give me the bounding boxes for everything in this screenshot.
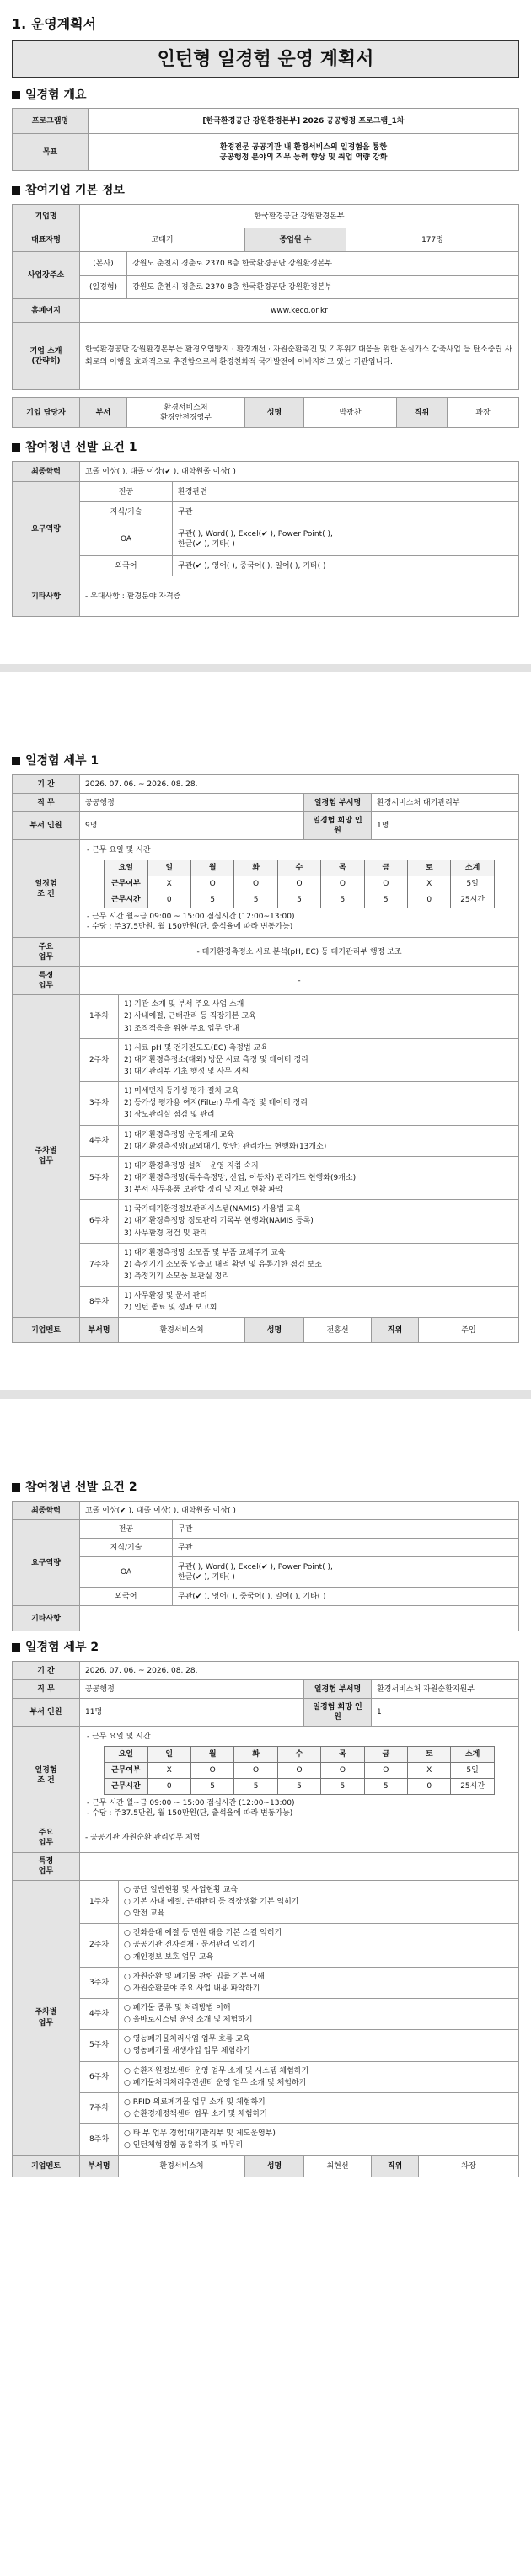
mentor-dept-label: 부서명 <box>80 2156 119 2177</box>
schedule-cell: 근무여부 <box>105 876 148 892</box>
schedule-cell: 5 <box>364 892 407 908</box>
schedule-cell: 근무시간 <box>105 1778 148 1794</box>
schedule-cell: O <box>321 876 364 892</box>
week-task-item: 2) 인턴 종료 및 성과 보고회 <box>124 1304 217 1313</box>
mentor-name-value: 전홍선 <box>304 1318 372 1343</box>
week-tasks <box>119 1082 519 1125</box>
education-label: 최종학력 <box>13 462 80 482</box>
work-schedule-table <box>104 1746 495 1795</box>
week-task-item: 2) 등가성 평가용 여지(Filter) 무게 측정 및 데이터 정리 <box>124 1099 308 1108</box>
overview-table <box>12 108 519 171</box>
contact-name-label: 성명 <box>245 398 304 428</box>
language-value: 무관(✔ ), 영어( ), 중국어( ), 일어( ), 기타( ) <box>173 1588 519 1606</box>
schedule-header-cell: 토 <box>408 860 451 876</box>
address-work-value: 강원도 춘천시 경춘로 2370 8층 한국환경공단 강원환경본부 <box>127 276 519 299</box>
schedule-header-cell: 수 <box>277 860 320 876</box>
overview-heading: 일경험 개요 <box>12 88 519 104</box>
oa-value: 무관( ), Word( ), Excel(✔ ), Power Point( ), 한글(✔ ), 기타( ) <box>173 522 519 556</box>
week-number: 4주차 <box>80 1125 119 1156</box>
week-number: 2주차 <box>80 1924 119 1967</box>
week-task-item: 1) 사무환경 및 문서 관리 <box>124 1292 207 1301</box>
period-label: 기 간 <box>13 775 80 794</box>
week-row <box>13 2092 519 2123</box>
week-tasks <box>119 1924 519 1967</box>
week-task-item: 3) 부서 사무용품 보관함 정리 및 재고 현황 파악 <box>124 1186 283 1195</box>
week-tasks <box>119 2124 519 2156</box>
unit-value: 환경서비스처 대기관리부 <box>372 794 519 812</box>
detail2-table <box>12 1661 519 2177</box>
skill-value: 무관 <box>173 1539 519 1557</box>
schedule-cell: 25시간 <box>451 1778 494 1794</box>
schedule-cell: X <box>408 876 451 892</box>
week-tasks <box>119 1038 519 1081</box>
staff-label: 부서 인원 <box>13 812 80 840</box>
req1-table <box>12 461 519 617</box>
staff-value: 9명 <box>80 812 304 840</box>
week-tasks <box>119 1880 519 1923</box>
website-value[interactable]: www.keco.or.kr <box>80 299 519 323</box>
contact-position-value: 과장 <box>448 398 519 428</box>
week-task-item: 3) 사무환경 점검 및 관리 <box>124 1229 207 1238</box>
schedule-header-cell: 일 <box>148 860 190 876</box>
req1-heading: 참여청년 선발 요건 1 <box>12 440 519 456</box>
major-value: 무관 <box>173 1520 519 1539</box>
week-task-item: ○ 타 부 업무 경험(대기관리부 및 제도운영부) <box>124 2129 276 2139</box>
week-number: 7주차 <box>80 2092 119 2123</box>
job-label: 직 무 <box>13 1680 80 1699</box>
intro-label: 기업 소개 (간략히) <box>13 323 80 390</box>
week-task-item: ○ 전화응대 예절 등 민원 대응 기본 스킬 익히기 <box>124 1929 282 1938</box>
week-task-item: ○ 순환자원정보센터 운영 업무 소개 및 시스템 체험하기 <box>124 2066 309 2075</box>
schedule-cell: 5 <box>234 1778 277 1794</box>
mentor-label: 기업멘토 <box>13 1318 80 1343</box>
week-row <box>13 995 519 1038</box>
goal-value: 환경전문 공공기관 내 환경서비스의 일경험을 통한 공공행정 분야의 직무 능력 향상 및 취업 역량 강화 <box>88 134 519 171</box>
week-tasks <box>119 2030 519 2061</box>
special-task-label: 특정 업무 <box>13 1852 80 1880</box>
schedule-header-cell: 화 <box>234 860 277 876</box>
condition-label: 일경험 조 건 <box>13 840 80 938</box>
schedule-cell: 5 <box>321 1778 364 1794</box>
week-number: 6주차 <box>80 2061 119 2092</box>
weekly-tasks-label: 주차별 업무 <box>13 995 80 1318</box>
week-number: 8주차 <box>80 1287 119 1318</box>
schedule-cell: 0 <box>408 892 451 908</box>
week-task-item: 2) 대기환경측정망(특수측정망, 산업, 이동차) 관리카드 현행화(9개소) <box>124 1173 357 1182</box>
contact-name-value: 박광찬 <box>304 398 397 428</box>
week-number: 3주차 <box>80 1082 119 1125</box>
skill-label: 지식/기술 <box>80 502 173 522</box>
schedule-cell: 5 <box>234 892 277 908</box>
schedule-cell: 근무시간 <box>105 892 148 908</box>
job-label: 직 무 <box>13 794 80 812</box>
week-number: 8주차 <box>80 2124 119 2156</box>
week-number: 5주차 <box>80 1156 119 1199</box>
special-task-label: 특정 업무 <box>13 967 80 995</box>
company-heading: 참여기업 기본 정보 <box>12 183 519 199</box>
schedule-cell: 5 <box>321 892 364 908</box>
week-task-item: ○ 영농폐기물 재생사업 업무 체험하기 <box>124 2047 250 2056</box>
condition-value: - 근무 요일 및 시간 요일 일 월 화 수 목 금 토 소계 근무여부 X O O O O O X 5일 근무시간 0 5 5 5 5 5 0 25시간 - 근무 시간 월~금 09:00 ~ 15:00 점심시간 (12:00~13:00) - 수당 : 주37.5만원, 월 150만원(단, 출석율에 따라 변동가능) <box>80 840 519 938</box>
week-tasks <box>119 2061 519 2092</box>
job-value: 공공행정 <box>80 1680 304 1699</box>
main-task-value: - 대기환경측정소 시료 분석(pH, EC) 등 대기관리부 행정 보조 <box>80 938 519 967</box>
schedule-header-cell: 요일 <box>105 860 148 876</box>
schedule-cell: 5 <box>190 1778 233 1794</box>
main-task-value: - 공공기관 자원순환 관리업무 체험 <box>80 1824 519 1852</box>
week-tasks <box>119 1998 519 2029</box>
period-value: 2026. 07. 06. ~ 2026. 08. 28. <box>80 1662 519 1680</box>
schedule-cell: 25시간 <box>451 892 494 908</box>
week-task-item: ○ 기본 사내 예절, 근태관리 등 직장생활 기본 익히기 <box>124 1897 299 1906</box>
ceo-label: 대표자명 <box>13 228 80 252</box>
week-task-item: 2) 사내예절, 근태관리 등 직장기본 교육 <box>124 1012 256 1021</box>
detail2-heading: 일경험 세부 2 <box>12 1640 519 1656</box>
education-label: 최종학력 <box>13 1502 80 1520</box>
employee-label: 종업원 수 <box>245 228 346 252</box>
week-row <box>13 1880 519 1923</box>
education-value: 고졸 이상(✔ ), 대졸 이상( ), 대학원졸 이상( ) <box>80 1502 519 1520</box>
language-label: 외국어 <box>80 1588 173 1606</box>
intro-value: 한국환경공단 강원환경본부는 환경오염방지 · 환경개선 · 자원순환촉진 및 기후위기대응을 위한 온실가스 감축사업 등 탄소중립 사회로의 이행을 효과적으로 추진함으로써 환경친화적 국가발전에 이바지하고 있는 기관입니다. <box>80 323 519 390</box>
page-break <box>12 617 519 743</box>
week-task-item: 1) 국가대기환경정보관리시스템(NAMIS) 사용법 교육 <box>124 1205 302 1214</box>
week-task-item: 1) 시료 pH 및 전기전도도(EC) 측정법 교육 <box>124 1043 268 1052</box>
language-label: 외국어 <box>80 556 173 576</box>
week-row <box>13 1125 519 1156</box>
week-number: 7주차 <box>80 1243 119 1286</box>
schedule-header-cell: 토 <box>408 1746 451 1762</box>
want-label: 일경험 희망 인원 <box>304 812 372 840</box>
mentor-position-value: 차장 <box>419 2156 519 2177</box>
schedule-cell: 0 <box>148 1778 190 1794</box>
week-task-item: ○ 인턴체험경험 공유하기 및 마무리 <box>124 2141 244 2150</box>
staff-value: 11명 <box>80 1699 304 1727</box>
week-task-item: ○ 자원순환 및 폐기물 관련 법률 기본 이해 <box>124 1972 265 1981</box>
schedule-header-cell: 화 <box>234 1746 277 1762</box>
square-bullet-icon <box>12 186 20 195</box>
week-row <box>13 1082 519 1125</box>
want-value: 1명 <box>372 812 519 840</box>
schedule-header-cell: 목 <box>321 1746 364 1762</box>
week-row <box>13 1243 519 1286</box>
square-bullet-icon <box>12 1643 20 1652</box>
section-title: 1. 운영계획서 <box>12 16 97 32</box>
weekly-tasks <box>13 1880 519 2156</box>
week-row <box>13 1200 519 1243</box>
week-tasks <box>119 1156 519 1199</box>
contact-table <box>12 397 519 428</box>
schedule-cell: O <box>190 876 233 892</box>
mentor-position-label: 직위 <box>372 1318 419 1343</box>
etc-value <box>80 1606 519 1631</box>
schedule-cell: 0 <box>408 1778 451 1794</box>
week-row <box>13 2030 519 2061</box>
week-task-item: ○ 순환경제정책센터 업무 소개 및 체험하기 <box>124 2109 267 2118</box>
week-number: 1주차 <box>80 995 119 1038</box>
want-value: 1 <box>372 1699 519 1727</box>
week-number: 1주차 <box>80 1880 119 1923</box>
week-row <box>13 2124 519 2156</box>
oa-label: OA <box>80 1557 173 1588</box>
week-task-item: 2) 대기환경측정소(대외) 방문 시료 측정 및 데이터 정리 <box>124 1055 308 1064</box>
company-table <box>12 204 519 390</box>
week-tasks <box>119 2092 519 2123</box>
schedule-cell: O <box>234 1762 277 1778</box>
week-task-item: 1) 대기환경측정망 소모품 및 부품 교체주기 교육 <box>124 1248 286 1257</box>
week-row <box>13 1156 519 1199</box>
mentor-name-value: 최현선 <box>304 2156 372 2177</box>
week-row <box>13 1967 519 1998</box>
contact-position-label: 직위 <box>397 398 448 428</box>
mentor-name-label: 성명 <box>245 2156 304 2177</box>
week-task-item: 1) 미세먼지 등가성 평가 절차 교육 <box>124 1087 239 1096</box>
period-label: 기 간 <box>13 1662 80 1680</box>
company-name-label: 기업명 <box>13 205 80 228</box>
schedule-cell: 5일 <box>451 1762 494 1778</box>
week-number: 3주차 <box>80 1967 119 1998</box>
schedule-cell: X <box>148 876 190 892</box>
etc-value: - 우대사항 : 환경분야 자격증 <box>80 576 519 617</box>
skill-label: 지식/기술 <box>80 1539 173 1557</box>
square-bullet-icon <box>12 757 20 765</box>
schedule-cell: O <box>364 876 407 892</box>
schedule-cell: O <box>277 1762 320 1778</box>
company-name-value: 한국환경공단 강원환경본부 <box>80 205 519 228</box>
mentor-dept-label: 부서명 <box>80 1318 119 1343</box>
week-task-item: 2) 대기환경측정망 정도관리 기록부 현행화(NAMIS 등록) <box>124 1217 314 1226</box>
mentor-position-label: 직위 <box>372 2156 419 2177</box>
education-value: 고졸 이상( ), 대졸 이상(✔ ), 대학원졸 이상( ) <box>80 462 519 482</box>
week-task-item: 3) 대기관리부 기초 행정 및 사무 지원 <box>124 1067 249 1076</box>
schedule-header-cell: 금 <box>364 860 407 876</box>
document-title: 인턴형 일경험 운영 계획서 <box>12 40 519 78</box>
week-row <box>13 1287 519 1318</box>
schedule-cell: 근무여부 <box>105 1762 148 1778</box>
schedule-header-cell: 목 <box>321 860 364 876</box>
etc-label: 기타사항 <box>13 576 80 617</box>
week-task-item: 3) 측정기기 소모품 보관실 정리 <box>124 1272 230 1281</box>
page-break <box>12 1343 519 1470</box>
main-task-label: 주요 업무 <box>13 938 80 967</box>
want-label: 일경험 희망 인원 <box>304 1699 372 1727</box>
special-task-value: - <box>80 967 519 995</box>
condition-value: - 근무 요일 및 시간 요일 일 월 화 수 목 금 토 소계 근무여부 X O O O O O X 5일 근무시간 0 5 5 5 5 5 0 25시간 - 근무 시간 월~금 09:00 ~ 15:00 점심시간 (12:00~13:00) - 수당 : 주37.5만원, 월 150만원(단, 출석율에 따라 변동가능) <box>80 1727 519 1824</box>
period-value: 2026. 07. 06. ~ 2026. 08. 28. <box>80 775 519 794</box>
week-task-item: 1) 기관 소개 및 부서 주요 사업 소개 <box>124 1000 244 1010</box>
week-tasks <box>119 1967 519 1998</box>
job-value: 공공행정 <box>80 794 304 812</box>
address-work-tag: (일경험) <box>80 276 127 299</box>
schedule-cell: 5일 <box>451 876 494 892</box>
schedule-header-cell: 월 <box>190 1746 233 1762</box>
schedule-header-cell: 요일 <box>105 1746 148 1762</box>
major-value: 환경관련 <box>173 482 519 502</box>
schedule-header-cell: 소계 <box>451 860 494 876</box>
address-label: 사업장주소 <box>13 252 80 299</box>
language-value: 무관(✔ ), 영어( ), 중국어( ), 일어( ), 기타( ) <box>173 556 519 576</box>
week-tasks <box>119 1287 519 1318</box>
weekly-tasks-label: 주차별 업무 <box>13 1880 80 2156</box>
unit-label: 일경험 부서명 <box>304 1680 372 1699</box>
oa-label: OA <box>80 522 173 556</box>
oa-value: 무관( ), Word( ), Excel(✔ ), Power Point( ), 한글(✔ ), 기타( ) <box>173 1557 519 1588</box>
unit-value: 환경서비스처 자원순환지원부 <box>372 1680 519 1699</box>
square-bullet-icon <box>12 91 20 99</box>
req2-table <box>12 1501 519 1631</box>
week-task-item: 3) 조직적응을 위한 주요 업무 안내 <box>124 1024 239 1033</box>
week-task-item: ○ RFID 의료폐기물 업무 소개 및 체험하기 <box>124 2097 266 2107</box>
contact-dept-label: 부서 <box>80 398 127 428</box>
work-schedule-table <box>104 860 495 908</box>
schedule-cell: O <box>364 1762 407 1778</box>
unit-label: 일경험 부서명 <box>304 794 372 812</box>
ceo-value: 고태기 <box>80 228 245 252</box>
week-task-item: 3) 장도관리실 점검 및 관리 <box>124 1111 215 1120</box>
etc-label: 기타사항 <box>13 1606 80 1631</box>
week-task-item: ○ 폐기물 종류 및 처리방법 이해 <box>124 2003 231 2012</box>
detail1-heading: 일경험 세부 1 <box>12 753 519 769</box>
week-tasks <box>119 995 519 1038</box>
schedule-cell: O <box>234 876 277 892</box>
mentor-position-value: 주임 <box>419 1318 519 1343</box>
program-value: [한국환경공단 강원환경본부] 2026 공공행정 프로그램_1차 <box>88 109 519 134</box>
schedule-header-cell: 월 <box>190 860 233 876</box>
schedule-cell: 5 <box>277 892 320 908</box>
major-label: 전공 <box>80 482 173 502</box>
main-task-label: 주요 업무 <box>13 1824 80 1852</box>
staff-label: 부서 인원 <box>13 1699 80 1727</box>
week-number: 4주차 <box>80 1998 119 2029</box>
mentor-name-label: 성명 <box>245 1318 304 1343</box>
week-task-item: 2) 측정기기 소모품 입출고 내역 확인 및 유통기한 점검 보조 <box>124 1260 322 1269</box>
schedule-header-cell: 소계 <box>451 1746 494 1762</box>
schedule-cell: 5 <box>190 892 233 908</box>
week-task-item: ○ 폐기물처리처리추진센터 운영 업무 소개 및 체험하기 <box>124 2078 307 2087</box>
schedule-cell: O <box>321 1762 364 1778</box>
week-task-item: ○ 올바로시스템 운영 소개 및 체험하기 <box>124 2016 253 2025</box>
competency-label: 요구역량 <box>13 482 80 576</box>
mentor-dept-value: 환경서비스처 <box>119 2156 245 2177</box>
weekly-tasks <box>13 995 519 1318</box>
week-number: 5주차 <box>80 2030 119 2061</box>
schedule-cell: O <box>190 1762 233 1778</box>
schedule-cell: 0 <box>148 892 190 908</box>
week-row <box>13 1998 519 2029</box>
req2-heading: 참여청년 선발 요건 2 <box>12 1480 519 1496</box>
major-label: 전공 <box>80 1520 173 1539</box>
schedule-cell: X <box>408 1762 451 1778</box>
week-tasks <box>119 1243 519 1286</box>
week-number: 6주차 <box>80 1200 119 1243</box>
schedule-cell: 5 <box>277 1778 320 1794</box>
week-tasks <box>119 1200 519 1243</box>
week-row <box>13 1038 519 1081</box>
mentor-dept-value: 환경서비스처 <box>119 1318 245 1343</box>
week-task-item: ○ 공공기관 전자결재 · 문서관리 익히기 <box>124 1941 255 1950</box>
week-task-item: ○ 영농폐기물처리사업 업무 흐름 교육 <box>124 2035 250 2044</box>
schedule-header-cell: 수 <box>277 1746 320 1762</box>
schedule-cell: X <box>148 1762 190 1778</box>
special-task-value <box>80 1852 519 1880</box>
schedule-header-cell: 일 <box>148 1746 190 1762</box>
condition-label: 일경험 조 건 <box>13 1727 80 1824</box>
address-hq-tag: (본사) <box>80 252 127 276</box>
week-task-item: ○ 공단 일반현황 및 사업현황 교육 <box>124 1885 239 1894</box>
employee-value: 177명 <box>346 228 519 252</box>
detail1-table <box>12 774 519 1343</box>
square-bullet-icon <box>12 1483 20 1492</box>
schedule-cell: O <box>277 876 320 892</box>
schedule-cell: 5 <box>364 1778 407 1794</box>
skill-value: 무관 <box>173 502 519 522</box>
week-task-item: ○ 개인정보 보호 업무 교육 <box>124 1952 214 1962</box>
week-number: 2주차 <box>80 1038 119 1081</box>
week-task-item: 2) 대기환경측정망(교외대기, 항만) 관리카드 현행화(13개소) <box>124 1142 327 1151</box>
contact-dept-value: 환경서비스처 환경안전경영부 <box>127 398 245 428</box>
square-bullet-icon <box>12 443 20 452</box>
program-label: 프로그램명 <box>13 109 88 134</box>
week-task-item: 1) 대기환경측정망 운영체계 교육 <box>124 1130 234 1139</box>
mentor-label: 기업멘토 <box>13 2156 80 2177</box>
week-task-item: ○ 자원순환분야 주요 사업 내용 파악하기 <box>124 1984 260 1993</box>
week-task-item: ○ 안전 교육 <box>124 1909 165 1919</box>
address-hq-value: 강원도 춘천시 경춘로 2370 8층 한국환경공단 강원환경본부 <box>127 252 519 276</box>
week-row <box>13 2061 519 2092</box>
week-tasks <box>119 1125 519 1156</box>
week-task-item: 1) 대기환경측정망 설치 · 운영 지침 숙지 <box>124 1161 259 1170</box>
week-row <box>13 1924 519 1967</box>
goal-label: 목표 <box>13 134 88 171</box>
competency-label: 요구역량 <box>13 1520 80 1606</box>
website-label: 홈페이지 <box>13 299 80 323</box>
schedule-header-cell: 금 <box>364 1746 407 1762</box>
contact-label: 기업 담당자 <box>13 398 80 428</box>
